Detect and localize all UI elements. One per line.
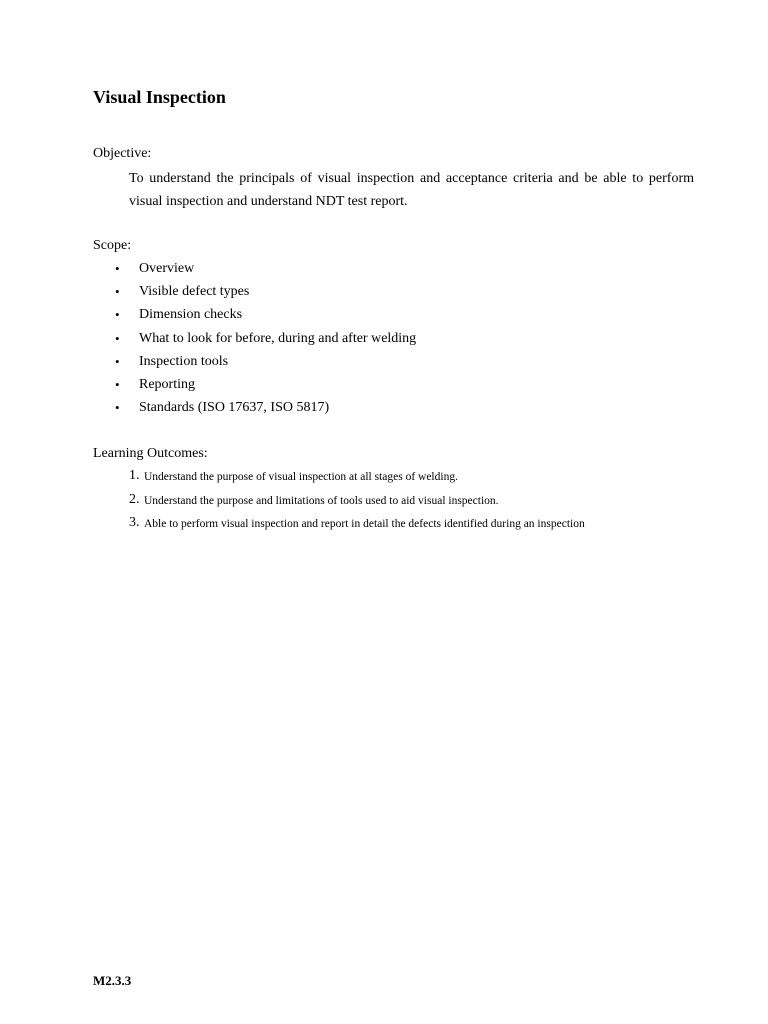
scope-heading: Scope: [93,238,132,253]
bullet-icon: • [115,330,120,346]
scope-item-label: What to look for before, during and after welding [139,330,417,346]
bullet-icon: • [115,261,120,276]
page-footer-code: M2.3.3 [93,973,132,988]
bullet-icon: • [115,353,120,369]
bullet-icon: • [115,284,120,300]
objective-text-line: visual inspection and understand NDT test report. [129,194,408,209]
scope-item-label: Inspection tools [139,353,229,369]
outcome-number: 3. [129,515,140,530]
scope-item-label: Overview [139,261,195,276]
scope-item-label: Reporting [139,376,195,392]
outcome-text: Understand the purpose of visual inspection at all stages of welding. [144,471,458,483]
scope-item-label: Dimension checks [139,307,243,323]
scope-item-label: Visible defect types [139,284,250,300]
outcome-text: Understand the purpose and limitations of tools used to aid visual inspection. [144,494,499,507]
bullet-icon: • [115,400,120,416]
outcome-number: 1. [129,468,140,483]
objective-paragraph [129,167,694,213]
page-title: Visual Inspection [93,87,226,107]
bullet-icon: • [115,376,120,392]
outcome-text: Able to perform visual inspection and report in detail the defects identified during an inspection [144,518,585,530]
learning-outcomes-heading: Learning Outcomes: [93,446,208,461]
objective-text-line: To understand the principals of visual inspection and acceptance criteria and be able to perform [129,171,694,186]
bullet-icon: • [115,307,120,323]
outcome-number: 2. [129,491,140,507]
objective-heading: Objective: [93,146,152,161]
scope-item-label: Standards (ISO 17637, ISO 5817) [139,400,330,416]
